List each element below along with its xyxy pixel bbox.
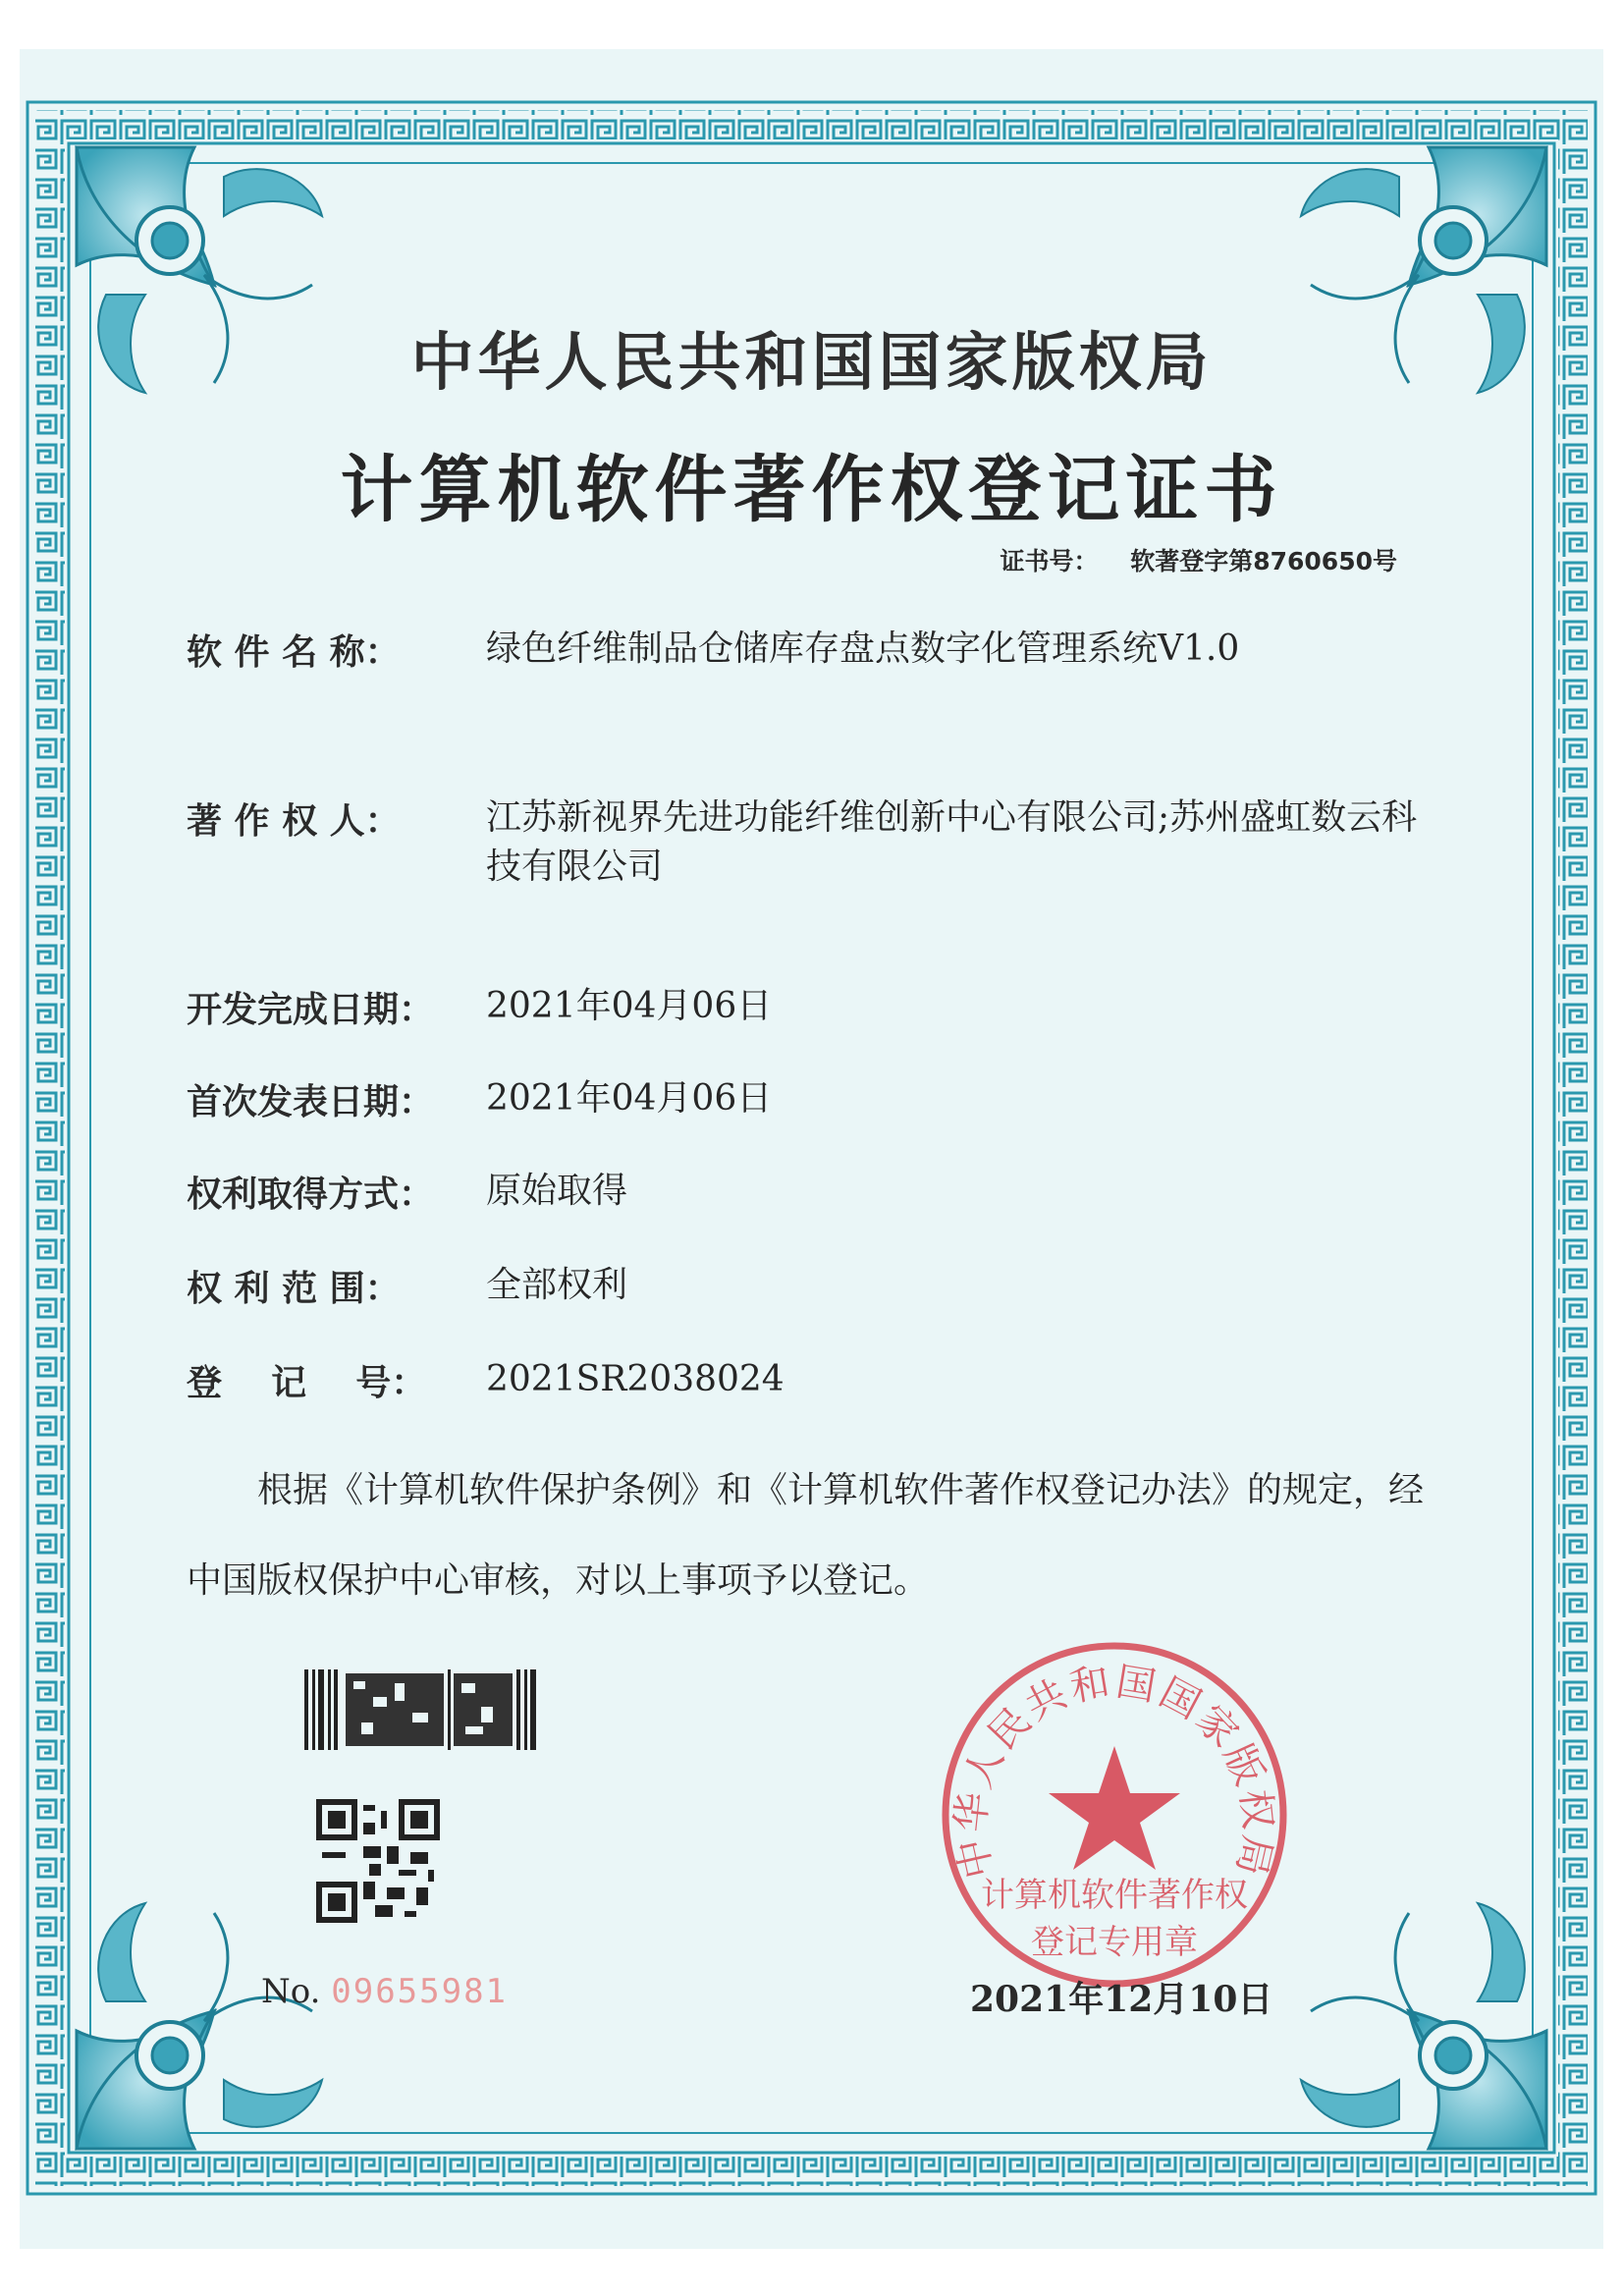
field-label: 权 利 范 围： — [187, 1269, 401, 1309]
serial-number-label: No. — [261, 1972, 321, 2011]
certificate-number-value: 软著登字第8760650号 — [1130, 547, 1397, 575]
field-value: 江苏新视界先进功能纤维创新中心有限公司;苏州盛虹数云科技有限公司 — [486, 797, 1418, 887]
certificate-title: 计算机软件著作权登记证书 — [340, 448, 1283, 532]
field-label: 著 作 权 人： — [187, 801, 401, 842]
issue-date: 2021年12月10日 — [970, 1979, 1273, 2020]
field-value: 2021年04月06日 — [486, 986, 773, 1026]
authority-title: 中华人民共和国国家版权局 — [410, 326, 1213, 400]
field-value: 全部权利 — [486, 1265, 628, 1305]
field-label: 首次发表日期： — [187, 1082, 435, 1122]
qr-code-image — [316, 1799, 440, 1923]
seal-star-icon — [1049, 1746, 1180, 1870]
certificate-number — [1000, 542, 1397, 577]
field-value: 2021年04月06日 — [486, 1078, 773, 1119]
field-value: 原始取得 — [486, 1171, 628, 1211]
field-value: 2021SR2038024 — [486, 1359, 784, 1399]
seal-ring-text: 中华人民共和国国家版权局 — [947, 1659, 1281, 1883]
seal-line-2: 登记专用章 — [1031, 1923, 1198, 1962]
serial-number — [261, 1972, 508, 2011]
field-label: 权利取得方式： — [187, 1175, 435, 1215]
barcode-image — [304, 1669, 540, 1750]
field-value: 绿色纤维制品仓储库存盘点数字化管理系统V1.0 — [486, 629, 1240, 669]
field-label: 开发完成日期： — [187, 990, 435, 1030]
registration-statement: 根据《计算机软件保护条例》和《计算机软件著作权登记办法》的规定，经中国版权保护中心审核，对以上事项予以登记。 — [187, 1470, 1425, 1601]
field-label: 软 件 名 称： — [187, 632, 401, 673]
seal-line-1: 计算机软件著作权 — [981, 1876, 1248, 1915]
serial-number-value: 09655981 — [331, 1972, 509, 2011]
field-label: 登 记 号： — [187, 1363, 427, 1403]
certificate-number-label: 证书号： — [1000, 547, 1099, 575]
